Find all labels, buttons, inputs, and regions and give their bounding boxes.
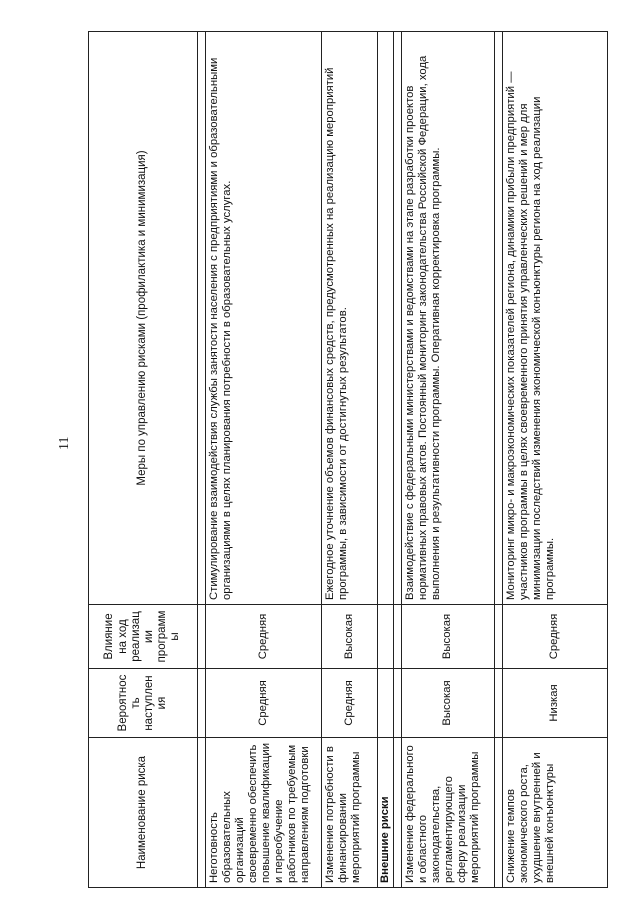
probability-cell: Высокая (401, 669, 494, 738)
impact-cell: Высокая (401, 605, 494, 669)
measures-cell: Мониторинг микро- и макроэкономических показателей региона, динамики прибыли предприятий — участников программы в целях своевременного принятия управленческих решений и мер для минимизации последствий изменения экономической конъюнктуры региона на ход реализации программы. (502, 32, 607, 605)
table-row (322, 32, 378, 888)
table-header-row (89, 32, 198, 888)
risk-name-cell: Неготовность образовательных организаций своевременно обеспечить повышение квалификации и переобучение работников по требуемым направлениям подготовки (206, 738, 322, 888)
table-row (401, 32, 494, 888)
group-header-row (378, 32, 394, 888)
spacer-row (198, 32, 206, 888)
risk-name-cell: Снижение темпов экономического роста, ухудшение внутренней и внешней конъюнктуры (502, 738, 607, 888)
header-impact: Влияние на ход реализации программы (89, 605, 198, 669)
header-risk-name: Наименование риска (89, 738, 198, 888)
table-row (502, 32, 607, 888)
header-probability: Вероятность наступления (89, 669, 198, 738)
spacer-row (494, 32, 502, 888)
measures-cell: Взаимодействие с федеральными министерствами и ведомствами на этапе разработки проектов нормативных правовых актов. Постоянный мониторинг законодательства Российской Федерации, хода выполнения и результативности программы. Оперативная корректировка программы. (401, 32, 494, 605)
probability-cell: Средняя (206, 669, 322, 738)
page-number: 11 (57, 436, 72, 450)
group-external-label: Внешние риски (378, 738, 394, 888)
probability-cell: Низкая (502, 669, 607, 738)
header-measures: Меры по управлению рисками (профилактика и минимизация) (89, 32, 198, 605)
probability-cell: Средняя (322, 669, 378, 738)
spacer-row (393, 32, 401, 888)
measures-cell: Стимулирование взаимодействия службы занятости населения с предприятиями и образовательными организациями в целях планирования потребности в образовательных услугах. (206, 32, 322, 605)
measures-cell: Ежегодное уточнение объемов финансовых средств, предусмотренных на реализацию мероприятий программы, в зависимости от достигнутых результатов. (322, 32, 378, 605)
impact-cell: Средняя (502, 605, 607, 669)
rotated-table-frame (88, 32, 620, 888)
risk-name-cell: Изменение потребности в финансировании мероприятий программы (322, 738, 378, 888)
impact-cell: Средняя (206, 605, 322, 669)
risk-name-cell: Изменение федерального и областного законодательства, регламентирующего сферу реализации мероприятий программы (401, 738, 494, 888)
impact-cell: Высокая (322, 605, 378, 669)
risk-table (88, 31, 608, 888)
table-row (206, 32, 322, 888)
